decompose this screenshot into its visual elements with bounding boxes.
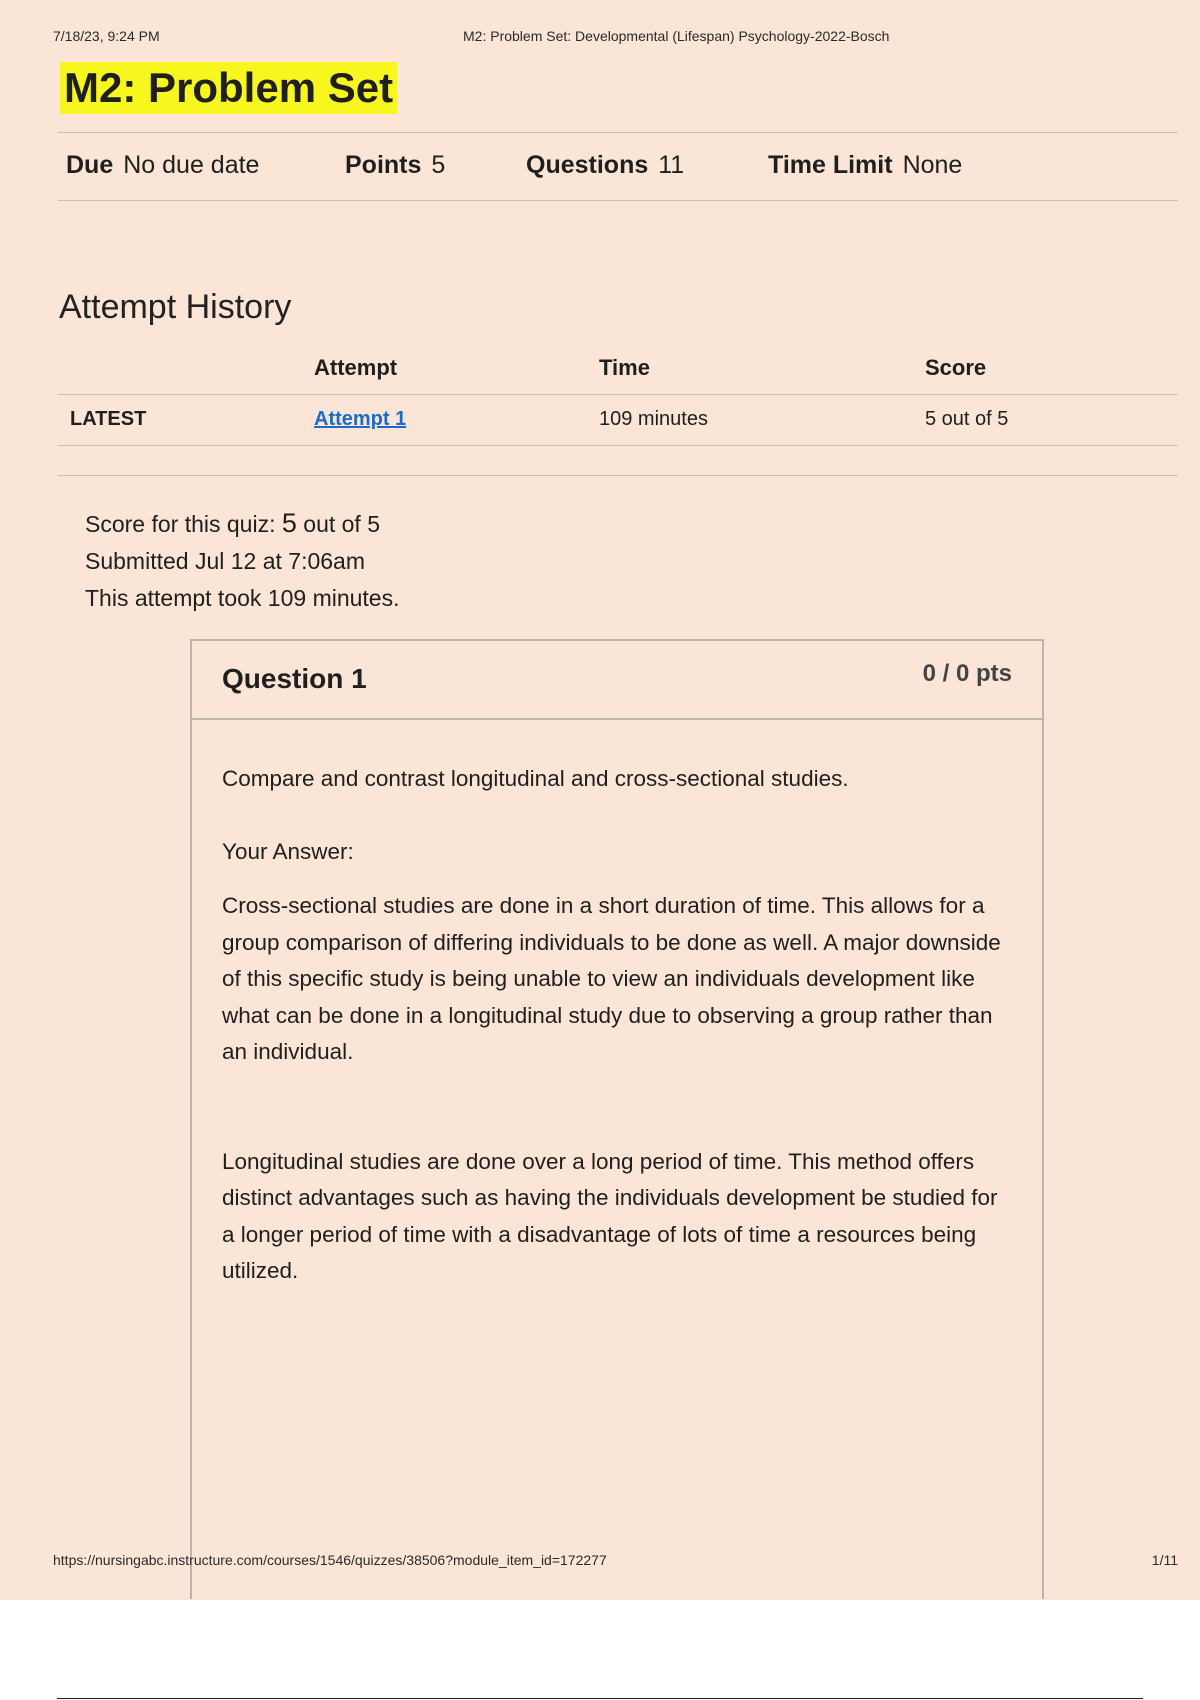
divider [58,132,1178,133]
col-header-attempt: Attempt [314,355,398,380]
submitted-time: Submitted Jul 12 at 7:06am [85,548,365,574]
question-prompt: Compare and contrast longitudinal and cross-sectional studies. [222,766,849,791]
print-doc-title: M2: Problem Set: Developmental (Lifespan) Psychology-2022-Bosch [463,28,890,44]
answer-paragraph-1: Cross-sectional studies are done in a short duration of time. This allows for a group comparison of differing individuals to be done as well. A major downside of this specific study is being unable to view an individuals development like what can be done in a longitudinal study due to observing a group rather than an individual. [222,893,1001,1064]
attempt-score: 5 out of 5 [925,408,1009,430]
meta-questions [526,150,684,180]
latest-tag: LATEST [70,408,147,430]
meta-time-limit-label: Time Limit [768,151,893,179]
page-number: 1/11 [1151,1552,1178,1568]
question-header [192,641,1042,720]
question-title: Question 1 [222,663,367,694]
page-bottom-rule [57,1698,1143,1699]
score-value: 5 [281,508,297,538]
meta-questions-label: Questions [526,151,649,179]
meta-due-value: No due date [123,151,260,179]
answer-label: Your Answer: [222,838,354,864]
question-points: 0 / 0 pts [922,660,1012,687]
meta-points-label: Points [345,151,422,179]
meta-time-limit [768,150,962,180]
meta-due-label: Due [66,151,114,179]
question-card [190,639,1044,1599]
attempt-link[interactable]: Attempt 1 [314,408,407,430]
table-divider [58,445,1178,446]
print-url: https://nursingabc.instructure.com/courses/1546/quizzes/38506?module_item_id=172277 [53,1552,607,1568]
attempt-history-title: Attempt History [59,288,292,326]
attempt-time: 109 minutes [599,408,708,430]
score-prefix: Score for this quiz: [85,511,276,537]
meta-points-value: 5 [431,151,446,179]
table-divider [58,394,1178,395]
meta-time-limit-value: None [902,151,963,179]
divider [58,475,1178,476]
divider [58,200,1178,201]
quiz-score-line [85,505,400,543]
answer-paragraph-2: Longitudinal studies are done over a long period of time. This method offers distinct advantages such as having the individuals development be studied for a longer period of time with a disadvantage of lots of time a resources being utilized. [222,1148,998,1283]
col-header-score: Score [925,355,987,380]
score-suffix: out of 5 [303,511,381,537]
quiz-summary [85,505,400,617]
attempt-duration: This attempt took 109 minutes. [85,585,400,611]
page-title: M2: Problem Set [60,62,397,114]
meta-points [345,150,445,180]
col-header-time: Time [599,355,650,380]
meta-questions-value: 11 [658,151,685,179]
question-body [222,761,1012,1290]
meta-due [66,150,259,180]
print-date: 7/18/23, 9:24 PM [53,28,160,44]
